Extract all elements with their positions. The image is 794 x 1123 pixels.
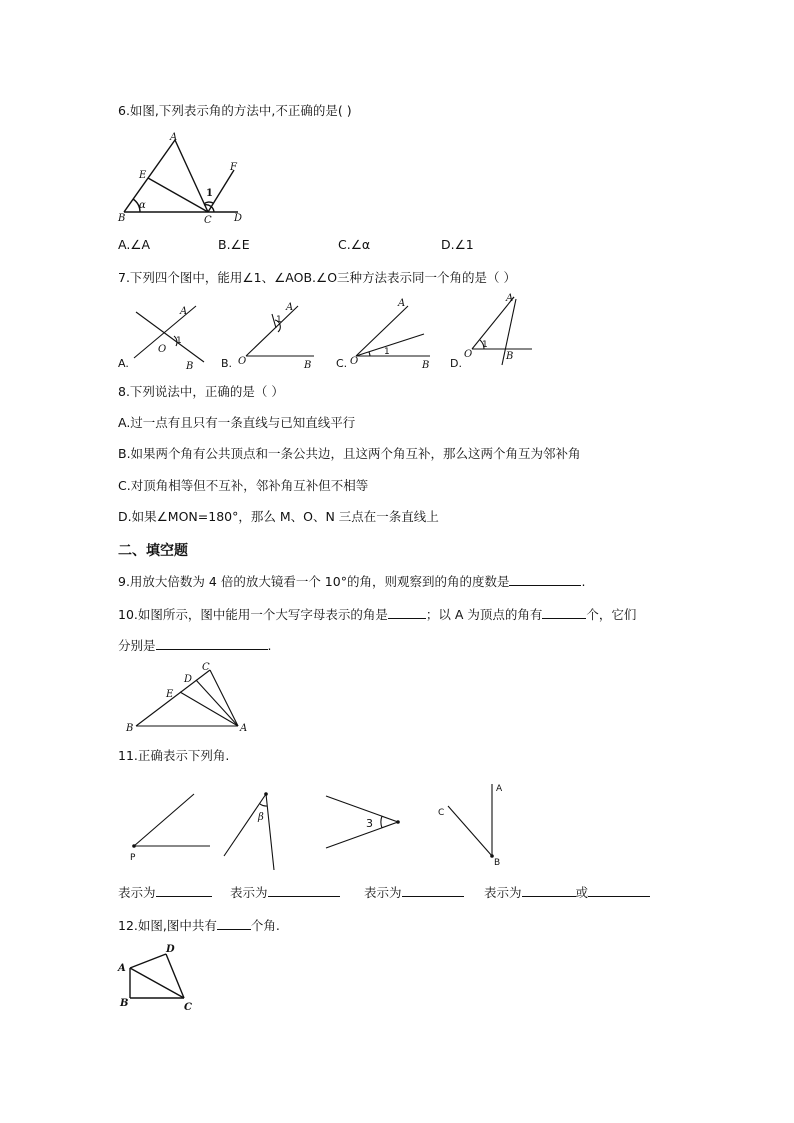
q6-label-c: C <box>204 215 212 226</box>
q7a-label-b: B <box>186 361 194 372</box>
q11-blank-3[interactable] <box>402 883 464 897</box>
q10-blank-1[interactable] <box>388 605 426 619</box>
q11-stem: 11.正确表示下列角. <box>118 748 230 763</box>
q6-label-f: F <box>230 162 237 173</box>
q6-option-d: D.∠1 <box>441 237 474 252</box>
q12-label-b: B <box>120 998 129 1009</box>
q6-option-a: A.∠A <box>118 237 151 252</box>
q9-blank[interactable] <box>509 572 581 586</box>
q11-answer-1: 表示为 <box>118 883 212 901</box>
q8-option-c: C.对顶角相等但不互补，邻补角互补但不相等 <box>118 478 369 493</box>
q10-part4: 分别是 <box>118 638 156 653</box>
q11-blank-1[interactable] <box>156 883 212 897</box>
q11-label-p: P <box>130 853 136 863</box>
q9-line <box>118 572 585 590</box>
q12-text: 12.如图,图中共有 <box>118 918 217 933</box>
q7-option-d: D. <box>450 357 462 370</box>
q11-figure-2 <box>216 788 296 888</box>
q11-label-three: 3 <box>366 817 373 830</box>
q10-part2: ；以 A 为顶点的角有 <box>425 607 543 622</box>
q10-label-b: B <box>126 723 134 734</box>
q12-end: 个角. <box>250 918 280 933</box>
q10-figure <box>122 660 262 740</box>
q10-label-c: C <box>202 662 210 673</box>
q7d-label-one: 1 <box>482 340 488 350</box>
q11-figure-1 <box>124 790 224 870</box>
q10-part3: 个，它们 <box>586 607 637 622</box>
q7c-label-o: O <box>350 356 359 367</box>
q11-label-b: B <box>494 858 501 868</box>
q6-label-one: 1 <box>206 188 213 199</box>
q10-line2 <box>118 636 272 654</box>
q12-label-a: A <box>118 963 126 974</box>
q12-label-d: D <box>166 944 175 955</box>
q7-figure-a <box>118 298 218 372</box>
q10-blank-2[interactable] <box>542 605 586 619</box>
q6-label-b: B <box>118 213 126 224</box>
q6-label-a: A <box>170 132 178 143</box>
q7b-label-one: 1 <box>276 315 282 325</box>
q10-line1 <box>118 605 636 623</box>
q8-option-b: B.如果两个角有公共顶点和一条公共边，且这两个角互补，那么这两个角互为邻补角 <box>118 446 581 461</box>
q7d-label-o: O <box>464 349 473 360</box>
q10-blank-3[interactable] <box>156 636 268 650</box>
q8-stem: 8.下列说法中，正确的是（ ） <box>118 384 284 399</box>
q7-figure-d <box>460 293 570 363</box>
q7b-label-o: O <box>238 356 247 367</box>
q7c-label-a: A <box>398 298 406 309</box>
q6-stem: 6.如图,下列表示角的方法中,不正确的是( ) <box>118 103 352 118</box>
q11-blank-4[interactable] <box>522 883 576 897</box>
q11-figure-4 <box>434 778 524 878</box>
q8-option-d: D.如果∠MON=180°，那么 M、O、N 三点在一条直线上 <box>118 509 439 524</box>
q6-label-e: E <box>139 170 147 181</box>
q7a-label-o: O <box>158 344 167 355</box>
q7c-label-one: 1 <box>384 347 390 357</box>
q12-line <box>118 916 280 934</box>
q11-blank-2[interactable] <box>268 883 340 897</box>
q10-label-e: E <box>166 689 174 700</box>
q11-label-c: C <box>438 808 445 818</box>
q12-blank[interactable] <box>217 916 251 930</box>
q11-answer-2: 表示为 <box>230 883 340 901</box>
q6-label-alpha: α <box>139 200 146 211</box>
q10-end: . <box>267 638 272 653</box>
q7-figure-c <box>346 298 456 371</box>
section-heading: 二、填空题 <box>118 543 188 559</box>
q11-answer-3: 表示为 <box>364 883 464 901</box>
q11-label-beta: β <box>258 812 264 823</box>
q10-label-d: D <box>184 674 193 685</box>
q10-part1: 10.如图所示，图中能用一个大写字母表示的角是 <box>118 607 388 622</box>
q7-stem: 7.下列四个图中，能用∠1、∠AOB.∠O三种方法表示同一个角的是（ ） <box>118 270 517 285</box>
q7a-label-one: 1 <box>176 336 182 346</box>
q10-label-a: A <box>240 723 248 734</box>
q7-figure-b <box>232 298 342 371</box>
q9-text: 9.用放大倍数为 4 倍的放大镜看一个 10°的角，则观察到的角的度数是 <box>118 574 510 589</box>
q6-label-d: D <box>234 213 243 224</box>
q7-option-b: B. <box>221 357 233 370</box>
q6-option-c: C.∠α <box>338 237 371 252</box>
q7c-label-b: B <box>422 360 430 371</box>
q12-figure <box>116 940 206 1020</box>
q7b-label-a: A <box>286 302 294 313</box>
q7d-label-a: A <box>506 293 514 304</box>
q8-option-a: A.过一点有且只有一条直线与已知直线平行 <box>118 415 356 430</box>
q7-option-a: A. <box>118 357 129 370</box>
q7-option-c: C. <box>336 357 348 370</box>
q11-blank-5[interactable] <box>588 883 650 897</box>
q7b-label-b: B <box>304 360 312 371</box>
q9-end: . <box>581 574 586 589</box>
q11-answer-4: 表示为 或 <box>484 883 650 901</box>
q6-option-b: B.∠E <box>218 237 250 252</box>
q7a-label-a: A <box>180 306 188 317</box>
q11-label-a: A <box>496 784 503 794</box>
q7d-label-b: B <box>506 351 514 362</box>
q11-figure-3 <box>322 792 422 872</box>
q12-label-c: C <box>184 1002 192 1013</box>
